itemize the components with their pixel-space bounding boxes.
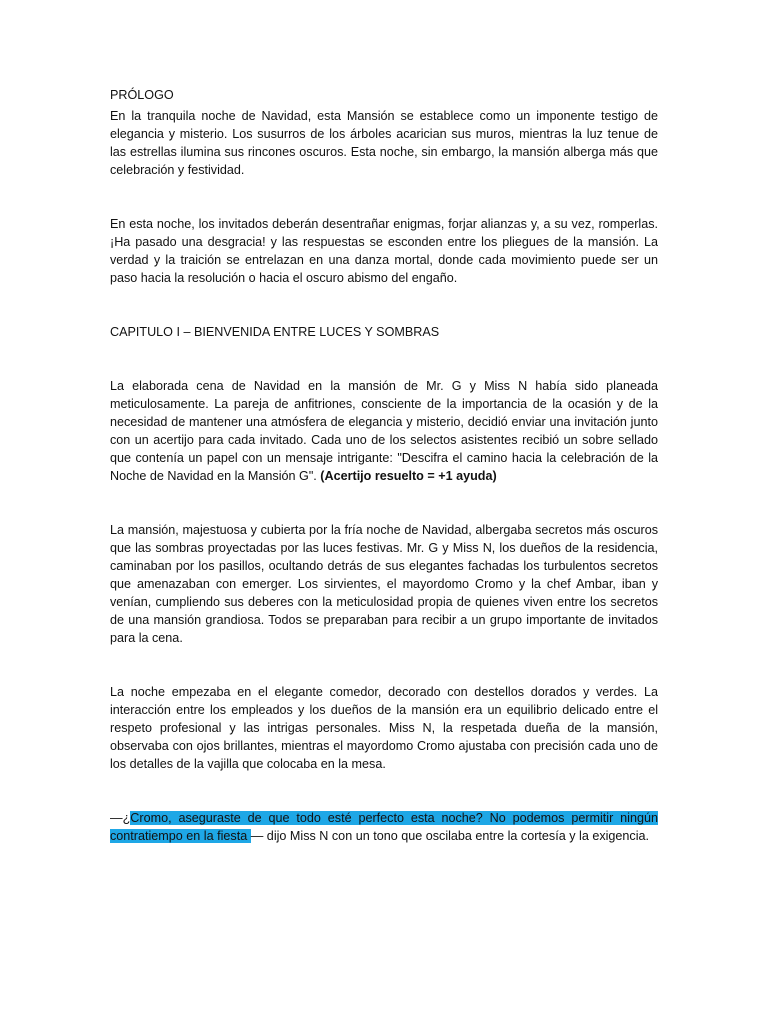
prologue-heading: PRÓLOGO xyxy=(110,88,174,102)
chapter-heading: CAPITULO I – BIENVENIDA ENTRE LUCES Y SOMBRAS xyxy=(110,325,440,339)
paragraph-4: La mansión, majestuosa y cubierta por la fría noche de Navidad, albergaba secretos más oscuros que las sombras proyectadas por las luces festivas. Mr. G y Miss N, los dueños de la residencia, caminaban por los pasillos, ocultando detrás de sus elegantes fachadas los turbulentos secretos que amenazaban con emerger. Los sirvientes, el mayordomo Cromo y la chef Ambar, iban y venían, cumpliendo sus deberes con la meticulosidad propia de quienes viven entre los secretos de una mansión grandiosa. Todos se preparaban para recibir a un grupo importante de invitados para la cena. xyxy=(110,523,658,645)
dialogue-suffix: — dijo Miss N con un tono que oscilaba entre la cortesía y la exigencia. xyxy=(250,829,650,843)
highlighted-dialogue: Cromo, aseguraste de que todo esté perfecto esta noche? No podemos permitir ningún contratiempo en la fiesta xyxy=(110,811,658,843)
paragraph-3-text: La elaborada cena de Navidad en la mansión de Mr. G y Miss N había sido planeada meticulosamente. La pareja de anfitriones, consciente de la importancia de la ocasión y de la necesidad de mantener una atmósfera de elegancia y misterio, decidió enviar una invitación junto con un acertijo para cada invitado. Cada uno de los selectos asistentes recibió un sobre sellado que contenía un papel con un mensaje intrigante: "Descifra el camino hacia la celebración de la Noche de Navidad en la Mansión G". xyxy=(110,379,658,483)
dialogue-prefix: —¿ xyxy=(110,811,131,825)
paragraph-6-dialogue xyxy=(110,809,658,845)
paragraph-2: En esta noche, los invitados deberán desentrañar enigmas, forjar alianzas y, a su vez, romperlas. ¡Ha pasado una desgracia! y las respuestas se esconden entre los pliegues de la mansión. La verdad y la traición se entrelazan en una danza mortal, donde cada movimiento puede ser un paso hacia la resolución o hacia el oscuro abismo del engaño. xyxy=(110,217,658,285)
paragraph-3 xyxy=(110,377,658,485)
paragraph-5: La noche empezaba en el elegante comedor, decorado con destellos dorados y verdes. La interacción entre los empleados y los dueños de la mansión era un equilibrio delicado entre el respeto profesional y las intrigas personales. Miss N, la respetada dueña de la mansión, observaba con ojos brillantes, mientras el mayordomo Cromo ajustaba con precisión cada uno de los detalles de la vajilla que colocaba en la mesa. xyxy=(110,685,658,771)
paragraph-3-bold-note: (Acertijo resuelto = +1 ayuda) xyxy=(320,469,497,483)
document-page xyxy=(110,84,658,845)
paragraph-1: En la tranquila noche de Navidad, esta Mansión se establece como un imponente testigo de elegancia y misterio. Los susurros de los árboles acarician sus muros, mientras la luz tenue de las estrellas ilumina sus rincones oscuros. Esta noche, sin embargo, la mansión alberga más que celebración y festividad. xyxy=(110,109,658,177)
